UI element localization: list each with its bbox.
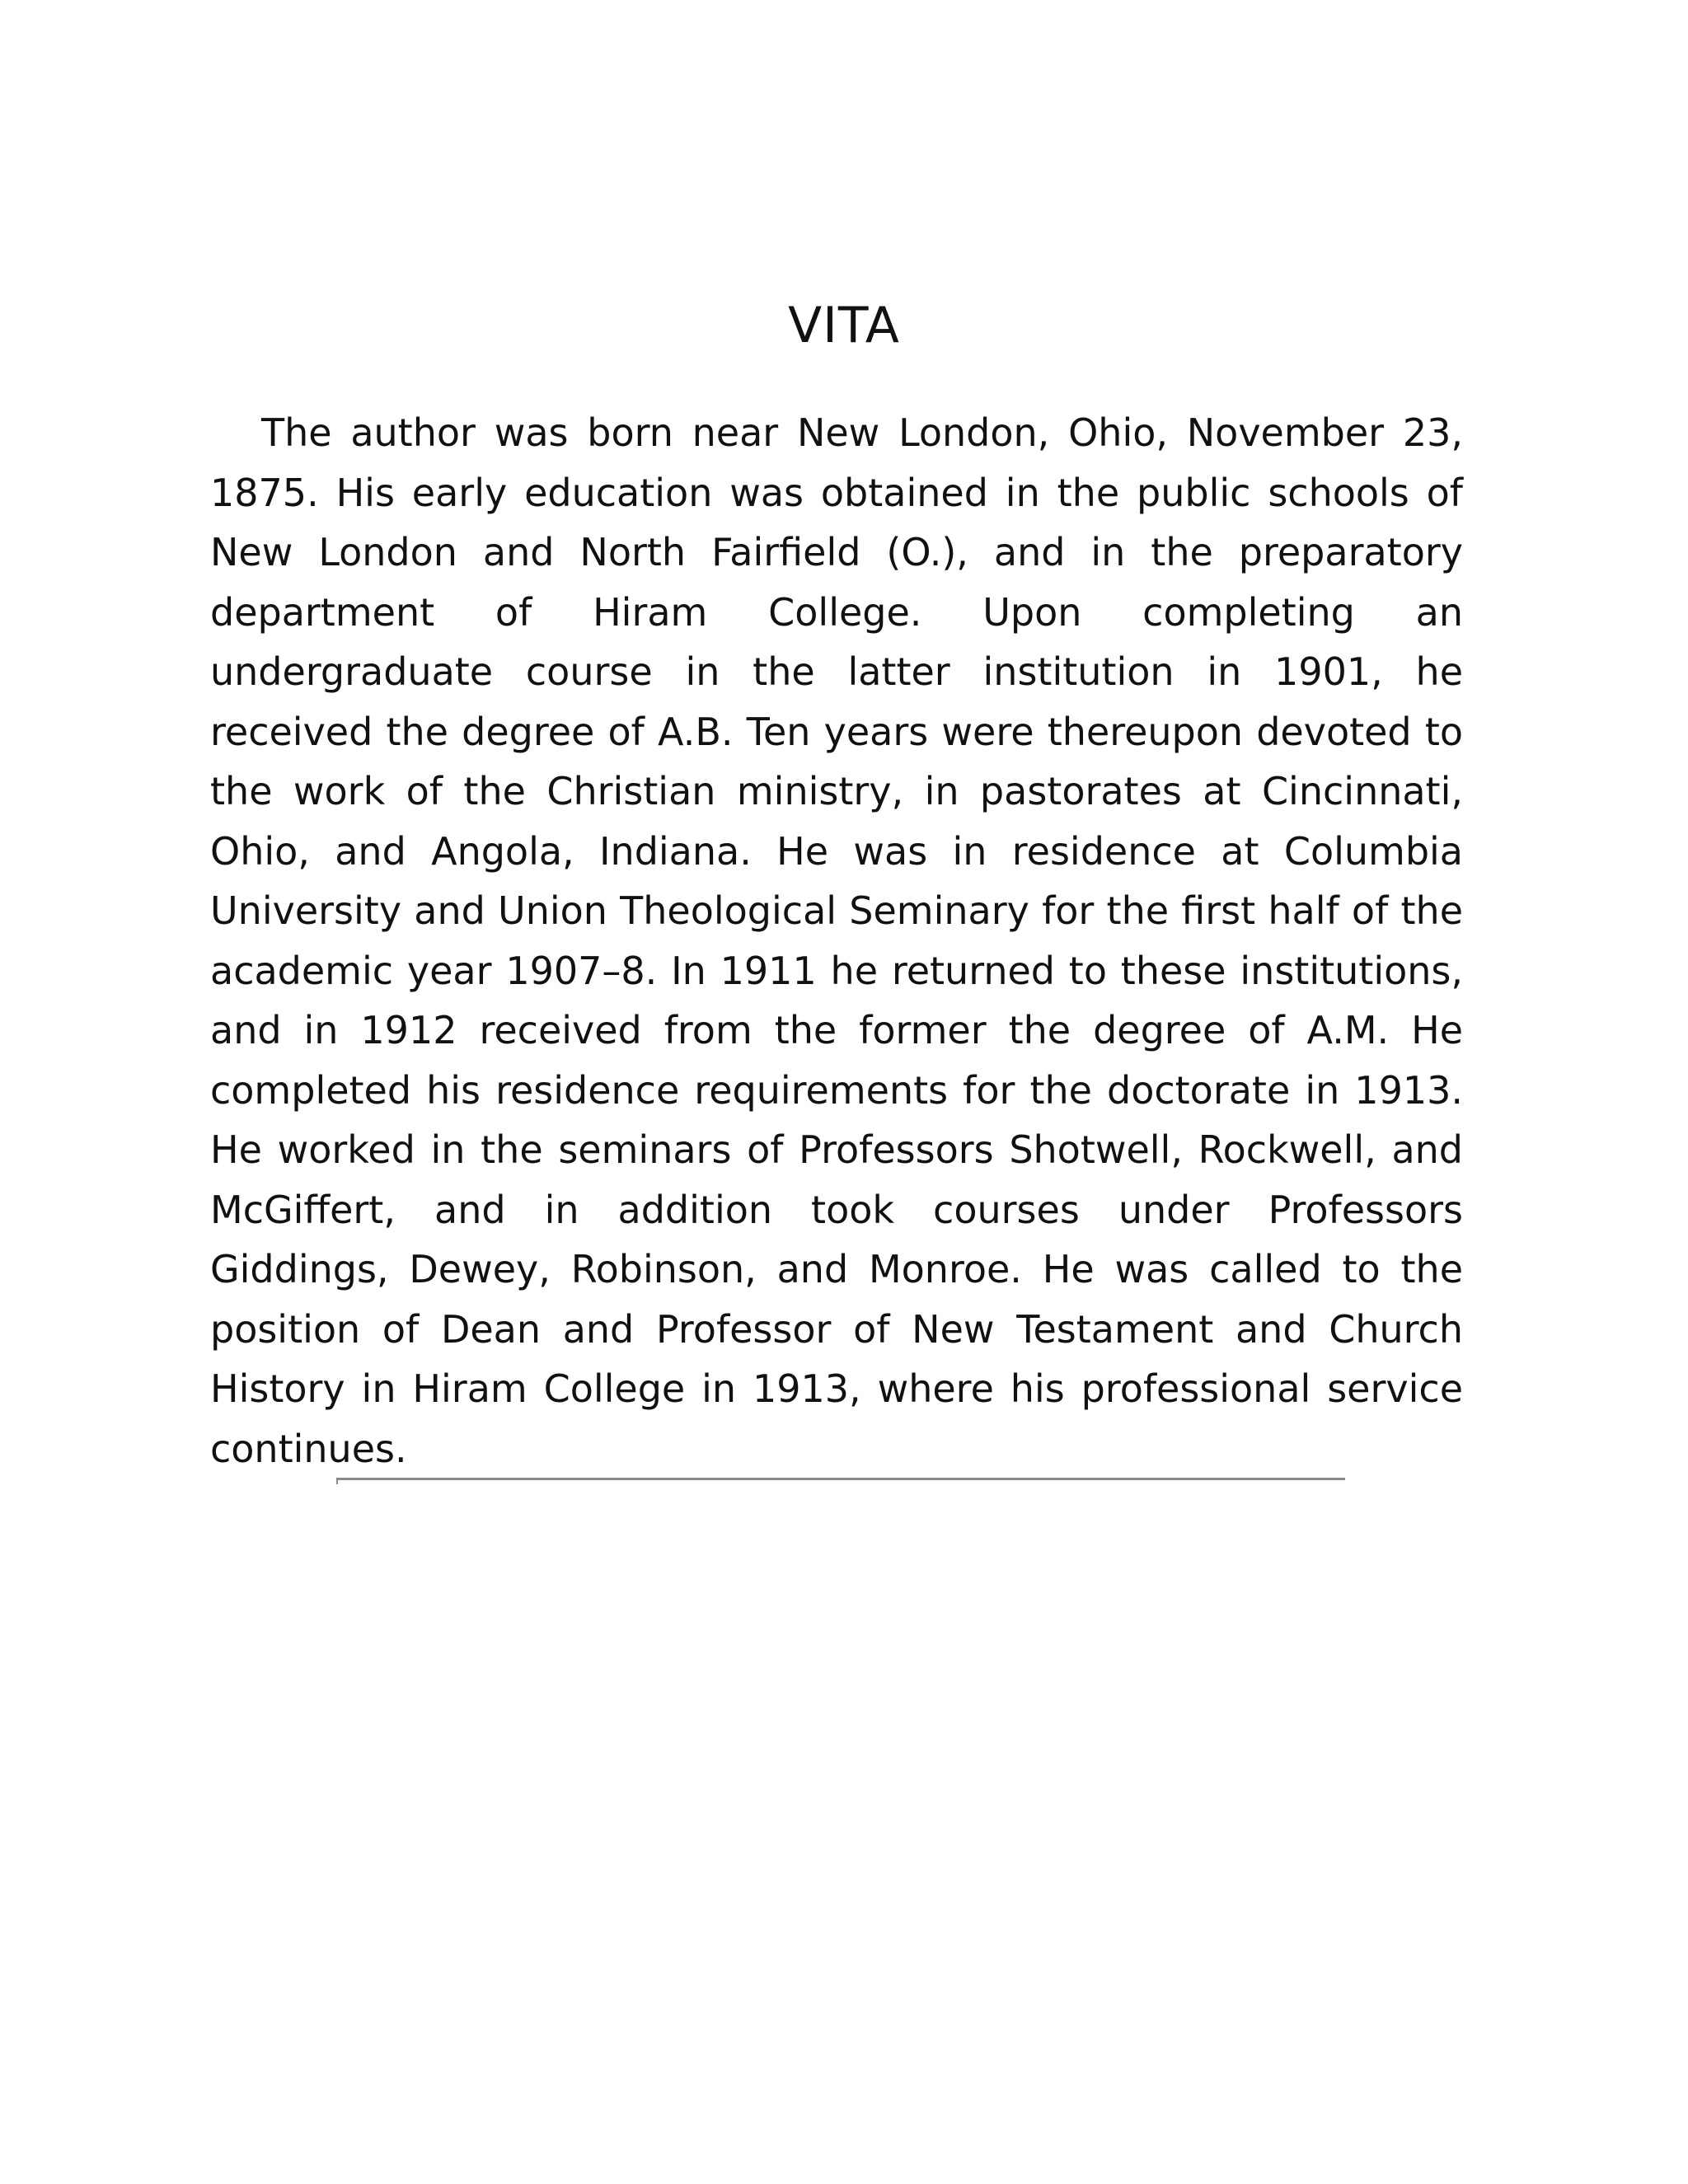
rule-end-mark (336, 1478, 338, 1484)
vita-paragraph: The author was born near New London, Ohio, November 23, 1875. His early education was obtained in the public schools of New London and North Fairfield (O.), and in the preparatory department of Hiram College. Upon completing an undergraduate course in the latter institution in 1901, he received the degree of A.B. Ten years were thereupon devoted to the work of the Christian ministry, in pastorates at Cincinnati, Ohio, and Angola, Indiana. He was in residence at Columbia University and Union Theological Seminary for the first half of the academic year 1907–8. In 1911 he returned to these institutions, and in 1912 received from the former the degree of A.M. He completed his residence requirements for the doctorate in 1913. He worked in the seminars of Professors Shotwell, Rockwell, and McGiffert, and in addition took courses under Professors Giddings, Dewey, Robinson, and Monroe. He was called to the position of Dean and Professor of New Testament and Church History in Hiram College in 1913, where his professional service continues. (210, 410, 1463, 1471)
horizontal-rule (336, 1478, 1345, 1480)
page-title: VITA (788, 297, 900, 354)
